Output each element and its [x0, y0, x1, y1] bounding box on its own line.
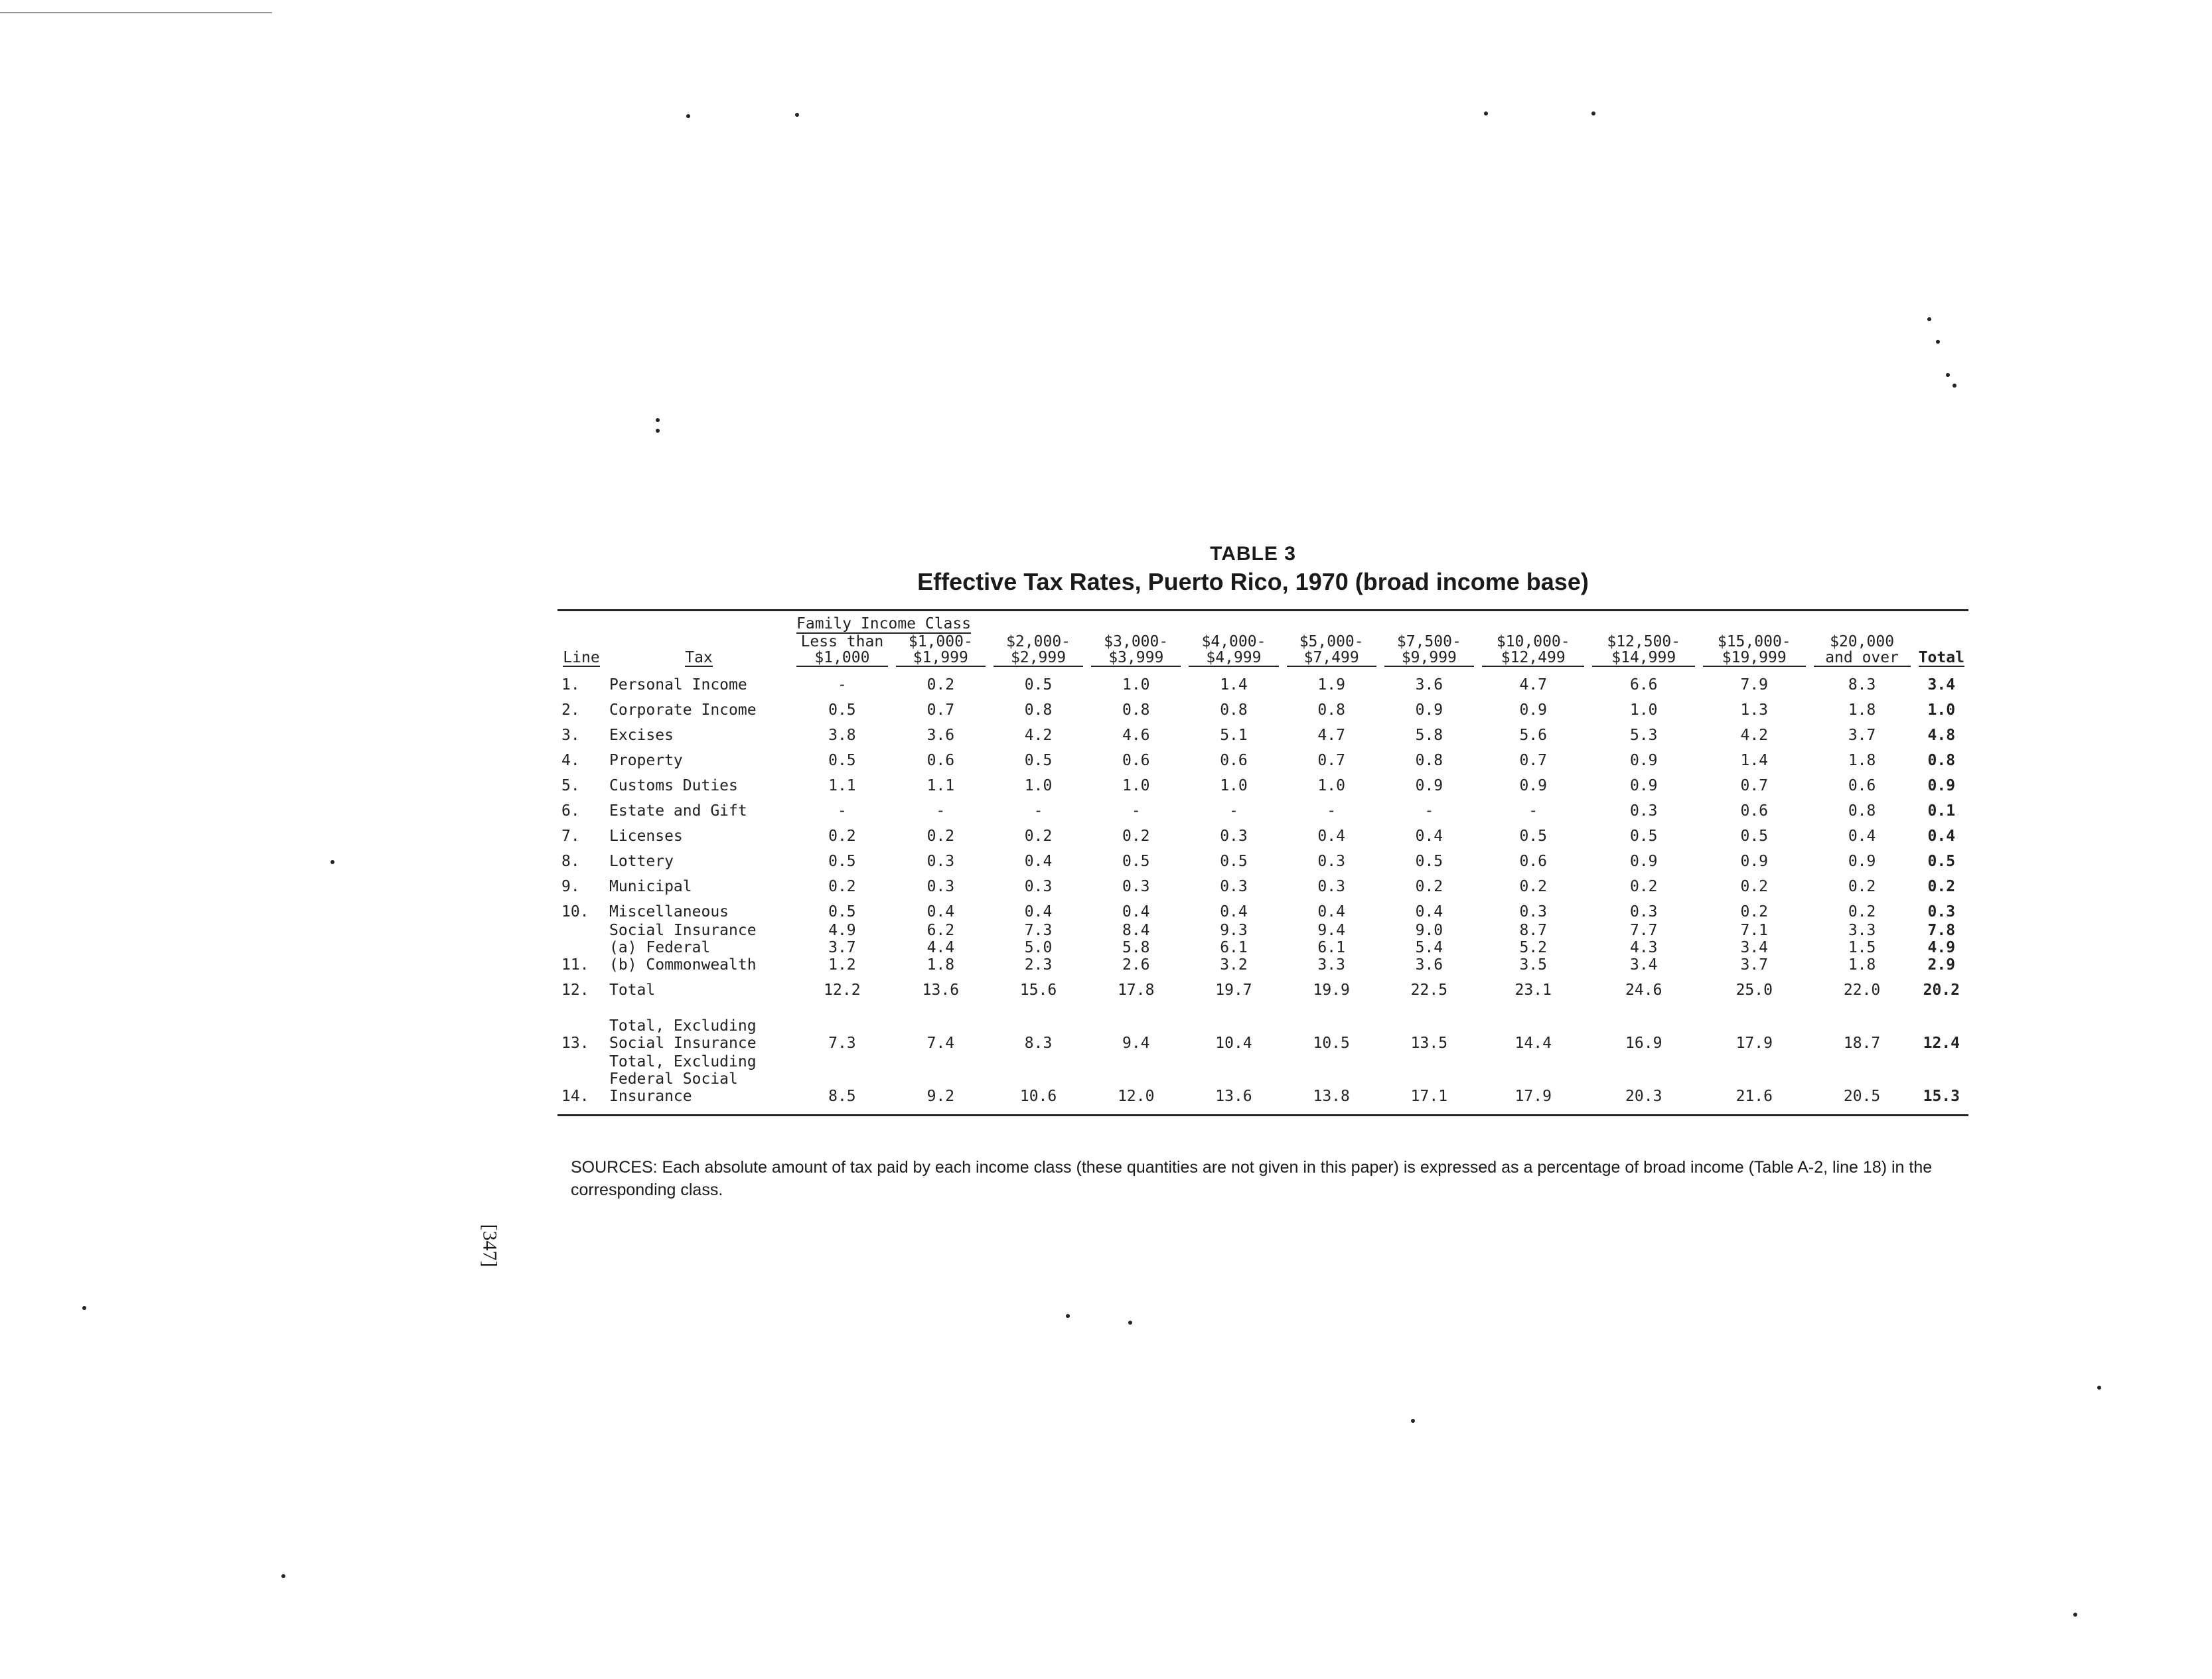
rate-value-cell: 1.0 — [1317, 777, 1345, 794]
rate-value-cell: - — [936, 802, 946, 820]
total-value-cell: 0.1 — [1927, 802, 1956, 820]
line-number-cell: 12. — [561, 982, 589, 999]
rate-value-cell: 7.3 5.0 2.3 — [1024, 922, 1053, 974]
rate-value-cell: 0.2 — [1848, 903, 1876, 920]
rate-value-cell: 0.7 — [926, 701, 955, 719]
rate-value-cell: 0.9 — [1629, 777, 1658, 794]
scan-speck — [281, 1574, 285, 1578]
table-number: TABLE 3 — [1210, 543, 1296, 565]
rate-value-cell: 0.4 — [1848, 828, 1876, 845]
sources-note: SOURCES: Each absolute amount of tax paid by each income class (these quantities are not given in this paper) is expressed as a percentage of broad income (Table A-2, line 18) in the corresponding class. — [571, 1158, 1933, 1199]
rate-value-cell: 0.3 — [1629, 903, 1658, 920]
rate-value-cell: 0.2 — [1415, 878, 1443, 895]
rate-value-cell: 25.0 — [1735, 982, 1773, 999]
rate-value-cell: 0.5 — [828, 701, 856, 719]
tax-name-cell: Social Insurance (a) Federal (b) Commonwealth — [609, 922, 757, 974]
rate-value-cell: 1.0 — [1122, 676, 1150, 694]
rate-value-cell: 0.5 — [1122, 853, 1150, 870]
table-row — [557, 974, 1968, 999]
rate-value-cell: 1.1 — [926, 777, 955, 794]
total-value-cell: 15.3 — [1915, 1052, 1968, 1116]
rate-value-cell: 14.4 — [1514, 1035, 1552, 1052]
rate-value-cell: 9.4 — [1122, 1035, 1150, 1052]
rate-value-cell: 15.6 — [1019, 982, 1057, 999]
rate-value-cell: 1.8 — [1848, 701, 1876, 719]
rate-value-cell: 0.2 — [828, 878, 856, 895]
rate-value-cell: 1.4 — [1220, 676, 1248, 694]
table-row — [557, 999, 1968, 1052]
scan-speck — [1411, 1419, 1415, 1423]
rate-value-cell: 4.7 — [1519, 676, 1547, 694]
rate-value-cell: 13.6 — [922, 982, 960, 999]
rate-value-cell: 17.9 — [1478, 1052, 1589, 1116]
rate-value-cell: 12.2 — [824, 982, 861, 999]
rate-value-cell: 0.2 — [926, 828, 955, 845]
rate-value-cell: 0.7 — [1740, 777, 1769, 794]
rate-value-cell: 0.4 — [1317, 828, 1345, 845]
rate-value-cell: 1.0 — [1220, 777, 1248, 794]
rate-value-cell: 13.6 — [1185, 1052, 1282, 1116]
rate-value-cell: 1.0 — [1024, 777, 1053, 794]
rate-value-cell: 0.8 — [1024, 701, 1053, 719]
tax-name-cell: Estate and Gift — [609, 802, 747, 820]
rate-value-cell: 1.8 — [1848, 752, 1876, 769]
rate-value-cell: 10.5 — [1313, 1035, 1350, 1052]
rate-value-cell: 0.9 — [1629, 853, 1658, 870]
rate-value-cell: 0.3 — [926, 853, 955, 870]
column-header-income-class: $1,000- $1,999 — [892, 634, 990, 668]
scan-speck — [2097, 1386, 2101, 1390]
table-row — [557, 820, 1968, 845]
rate-value-cell: 4.9 3.7 1.2 — [828, 922, 856, 974]
top-left-rule — [0, 12, 272, 13]
column-header-income-class: $15,000- $19,999 — [1699, 634, 1810, 668]
column-header-income-class: $7,500- $9,999 — [1380, 634, 1478, 668]
line-number-cell: 11. — [561, 956, 589, 974]
rate-value-cell: 8.7 5.2 3.5 — [1519, 922, 1547, 974]
rate-value-cell: 21.6 — [1699, 1052, 1810, 1116]
rate-value-cell: 17.8 — [1118, 982, 1155, 999]
table-row — [557, 769, 1968, 794]
rate-value-cell: 5.8 — [1415, 727, 1443, 744]
column-header-income-class: $3,000- $3,999 — [1087, 634, 1185, 668]
rate-value-cell: 0.2 — [1519, 878, 1547, 895]
rate-value-cell: 0.4 — [926, 903, 955, 920]
table-row — [557, 1052, 1968, 1116]
rate-value-cell: 0.9 — [1629, 752, 1658, 769]
rate-value-cell: 0.7 — [1519, 752, 1547, 769]
rate-value-cell: 0.5 — [1629, 828, 1658, 845]
total-value-cell: 20.2 — [1923, 982, 1960, 999]
table-body — [557, 668, 1968, 1116]
column-header-line: Line — [563, 649, 600, 666]
rate-value-cell: 3.8 — [828, 727, 856, 744]
rate-value-cell: 19.9 — [1313, 982, 1350, 999]
rate-value-cell: 0.5 — [1740, 828, 1769, 845]
rate-value-cell: 9.4 6.1 3.3 — [1317, 922, 1345, 974]
rate-value-cell: 0.4 — [1415, 903, 1443, 920]
rate-value-cell: 0.3 — [1519, 903, 1547, 920]
rate-value-cell: 6.2 4.4 1.8 — [926, 922, 955, 974]
rate-value-cell: 5.6 — [1519, 727, 1547, 744]
rate-value-cell: 0.6 — [1122, 752, 1150, 769]
rate-value-cell: 3.6 — [1415, 676, 1443, 694]
column-header-income-class: Less than $1,000 — [792, 634, 892, 668]
rate-value-cell: 0.5 — [1024, 676, 1053, 694]
rate-value-cell: 20.3 — [1588, 1052, 1699, 1116]
rate-value-cell: 0.4 — [1024, 853, 1053, 870]
scan-speck — [1484, 111, 1488, 115]
line-number-cell: 1. — [561, 676, 580, 694]
rate-value-cell: 4.2 — [1740, 727, 1769, 744]
scan-speck — [1953, 384, 1956, 388]
rate-value-cell: 4.2 — [1024, 727, 1053, 744]
rate-value-cell: 22.5 — [1410, 982, 1448, 999]
table-row — [557, 744, 1968, 769]
rate-value-cell: 0.4 — [1024, 903, 1053, 920]
table-row — [557, 920, 1968, 974]
rate-value-cell: 0.3 — [1317, 853, 1345, 870]
rate-value-cell: 1.0 — [1629, 701, 1658, 719]
rate-value-cell: 24.6 — [1625, 982, 1662, 999]
rate-value-cell: 0.6 — [1220, 752, 1248, 769]
rate-value-cell: 1.1 — [828, 777, 856, 794]
rate-value-cell: 0.3 — [1317, 878, 1345, 895]
rate-value-cell: 0.5 — [1415, 853, 1443, 870]
rate-value-cell: 13.8 — [1283, 1052, 1380, 1116]
scan-speck — [795, 113, 799, 117]
rate-value-cell: 0.2 — [828, 828, 856, 845]
total-value-cell: 0.2 — [1927, 878, 1956, 895]
rate-value-cell: 0.6 — [1848, 777, 1876, 794]
rate-value-cell: 10.6 — [990, 1052, 1087, 1116]
table-row — [557, 794, 1968, 820]
tax-name-cell: Personal Income — [609, 676, 747, 694]
scan-speck — [1946, 373, 1950, 377]
rate-value-cell: 4.6 — [1122, 727, 1150, 744]
line-number-cell: 3. — [561, 727, 580, 744]
rate-value-cell: 7.4 — [926, 1035, 955, 1052]
table-group-header-row — [557, 611, 1968, 634]
rate-value-cell: 3.3 1.5 1.8 — [1848, 922, 1876, 974]
rate-value-cell: 10.4 — [1215, 1035, 1252, 1052]
rate-value-cell: 0.2 — [1024, 828, 1053, 845]
rate-value-cell: 0.8 — [1848, 802, 1876, 820]
rate-value-cell: 0.8 — [1122, 701, 1150, 719]
rate-value-cell: 12.0 — [1087, 1052, 1185, 1116]
rate-value-cell: 0.6 — [1740, 802, 1769, 820]
rate-value-cell: 0.6 — [1519, 853, 1547, 870]
rate-value-cell: 0.5 — [1220, 853, 1248, 870]
scan-speck — [656, 429, 660, 433]
tax-name-cell: Total — [609, 982, 656, 999]
table-row — [557, 694, 1968, 719]
column-header-income-class: $2,000- $2,999 — [990, 634, 1087, 668]
rate-value-cell: 8.4 5.8 2.6 — [1122, 922, 1150, 974]
rate-value-cell: 5.3 — [1629, 727, 1658, 744]
rate-value-cell: 0.2 — [1740, 903, 1769, 920]
rate-value-cell: 0.9 — [1415, 701, 1443, 719]
column-header-income-class: $12,500- $14,999 — [1588, 634, 1699, 668]
scan-speck — [656, 418, 660, 422]
tax-name-cell: Excises — [609, 727, 674, 744]
column-header-total: Total — [1918, 649, 1964, 666]
table-row — [557, 845, 1968, 870]
rate-value-cell: 3.7 — [1848, 727, 1876, 744]
rate-value-cell: 0.2 — [1740, 878, 1769, 895]
rate-value-cell: 0.4 — [1317, 903, 1345, 920]
total-value-cell: 3.4 — [1927, 676, 1956, 694]
rate-value-cell: 23.1 — [1514, 982, 1552, 999]
rate-value-cell: - — [1424, 802, 1434, 820]
total-value-cell: 0.4 — [1927, 828, 1956, 845]
rate-value-cell: 9.0 5.4 3.6 — [1415, 922, 1443, 974]
rate-value-cell: 7.9 — [1740, 676, 1769, 694]
line-number-cell: 9. — [561, 878, 580, 895]
rate-value-cell: 0.2 — [1848, 878, 1876, 895]
column-header-income-class: $10,000- $12,499 — [1478, 634, 1589, 668]
rate-value-cell: 17.1 — [1380, 1052, 1478, 1116]
scan-speck — [331, 860, 334, 864]
rate-value-cell: 7.1 3.4 3.7 — [1740, 922, 1769, 974]
rate-value-cell: 0.9 — [1740, 853, 1769, 870]
rate-value-cell: 0.9 — [1848, 853, 1876, 870]
rate-value-cell: 0.3 — [1122, 878, 1150, 895]
table-heading — [551, 543, 1955, 596]
table-title: Effective Tax Rates, Puerto Rico, 1970 (broad income base) — [917, 568, 1589, 595]
rate-value-cell: 0.3 — [1024, 878, 1053, 895]
rate-value-cell: 0.5 — [828, 853, 856, 870]
rate-value-cell: 0.6 — [926, 752, 955, 769]
tax-name-cell: Total, Excluding Federal Social Insurance — [605, 1052, 792, 1116]
rate-value-cell: - — [1131, 802, 1141, 820]
total-value-cell: 0.3 — [1927, 903, 1956, 920]
rate-value-cell: 0.5 — [828, 903, 856, 920]
rate-value-cell: 8.3 — [1024, 1035, 1053, 1052]
rate-value-cell: 0.9 — [1519, 777, 1547, 794]
total-value-cell: 4.8 — [1927, 727, 1956, 744]
effective-tax-rates-table — [557, 609, 1968, 1116]
column-header-tax: Tax — [685, 649, 713, 666]
scan-speck — [2073, 1613, 2077, 1617]
tax-name-cell: Miscellaneous — [609, 903, 729, 920]
rate-value-cell: 22.0 — [1843, 982, 1881, 999]
rate-value-cell: 17.9 — [1735, 1035, 1773, 1052]
rate-value-cell: 1.0 — [1122, 777, 1150, 794]
line-number-cell: 8. — [561, 853, 580, 870]
total-value-cell: 12.4 — [1923, 1035, 1960, 1052]
tax-name-cell: Customs Duties — [609, 777, 738, 794]
rate-value-cell: 0.3 — [1220, 878, 1248, 895]
table-row — [557, 719, 1968, 744]
rate-value-cell: 18.7 — [1843, 1035, 1881, 1052]
rate-value-cell: 3.6 — [926, 727, 955, 744]
rate-value-cell: - — [1327, 802, 1337, 820]
scan-speck — [686, 114, 690, 118]
rate-value-cell: - — [1229, 802, 1238, 820]
total-value-cell: 1.0 — [1927, 701, 1956, 719]
rate-value-cell: - — [1033, 802, 1043, 820]
rate-value-cell: 0.4 — [1220, 903, 1248, 920]
column-header-income-class: $5,000- $7,499 — [1283, 634, 1380, 668]
scan-speck — [82, 1306, 86, 1310]
rate-value-cell: 0.9 — [1415, 777, 1443, 794]
tax-name-cell: Licenses — [609, 828, 683, 845]
line-number-cell: 5. — [561, 777, 580, 794]
line-number-cell: 10. — [561, 903, 589, 920]
rate-value-cell: 0.2 — [926, 676, 955, 694]
column-header-income-class: $20,000 and over — [1810, 634, 1915, 668]
rate-value-cell: 8.5 — [792, 1052, 892, 1116]
total-value-cell: 0.5 — [1927, 853, 1956, 870]
rate-value-cell: 0.3 — [1220, 828, 1248, 845]
tax-name-cell: Property — [609, 752, 683, 769]
rate-value-cell: 19.7 — [1215, 982, 1252, 999]
rate-value-cell: 0.8 — [1317, 701, 1345, 719]
line-number-cell: 4. — [561, 752, 580, 769]
family-income-class-header: Family Income Class — [792, 611, 1968, 634]
rate-value-cell: 1.9 — [1317, 676, 1345, 694]
rate-value-cell: 0.4 — [1415, 828, 1443, 845]
rate-value-cell: 0.3 — [926, 878, 955, 895]
scan-speck — [1128, 1321, 1132, 1325]
rate-value-cell: 0.9 — [1519, 701, 1547, 719]
rate-value-cell: 0.7 — [1317, 752, 1345, 769]
rate-value-cell: 0.5 — [828, 752, 856, 769]
rate-value-cell: 6.6 — [1629, 676, 1658, 694]
rate-value-cell: 0.5 — [1024, 752, 1053, 769]
tax-name-cell: Total, Excluding Social Insurance — [609, 1017, 757, 1052]
table-row — [557, 668, 1968, 694]
total-value-cell: 0.8 — [1927, 752, 1956, 769]
rate-value-cell: - — [1528, 802, 1538, 820]
rate-value-cell: 20.5 — [1810, 1052, 1915, 1116]
rate-value-cell: 4.7 — [1317, 727, 1345, 744]
tax-name-cell: Corporate Income — [609, 701, 757, 719]
table-row — [557, 895, 1968, 920]
line-number-cell: 14. — [557, 1052, 605, 1116]
rate-value-cell: 0.2 — [1122, 828, 1150, 845]
scan-speck — [1936, 340, 1940, 344]
line-number-cell: 2. — [561, 701, 580, 719]
rate-value-cell: 5.1 — [1220, 727, 1248, 744]
page-number: [347] — [479, 1224, 501, 1268]
rate-value-cell: 7.7 4.3 3.4 — [1629, 922, 1658, 974]
scan-speck — [1927, 317, 1931, 321]
table-row — [557, 870, 1968, 895]
tax-name-cell: Municipal — [609, 878, 692, 895]
total-value-cell: 0.9 — [1927, 777, 1956, 794]
rate-value-cell: - — [837, 802, 847, 820]
rate-value-cell: 9.2 — [892, 1052, 990, 1116]
rate-value-cell: 13.5 — [1410, 1035, 1448, 1052]
rate-value-cell: 16.9 — [1625, 1035, 1662, 1052]
table-column-header-row — [557, 634, 1968, 668]
rate-value-cell: 9.3 6.1 3.2 — [1220, 922, 1248, 974]
line-number-cell: 7. — [561, 828, 580, 845]
rate-value-cell: 0.3 — [1629, 802, 1658, 820]
scan-speck — [1591, 111, 1595, 115]
rate-value-cell: 1.3 — [1740, 701, 1769, 719]
scan-speck — [1066, 1314, 1070, 1318]
tax-name-cell: Lottery — [609, 853, 674, 870]
rate-value-cell: 0.4 — [1122, 903, 1150, 920]
rate-value-cell: 0.8 — [1220, 701, 1248, 719]
rate-value-cell: 7.3 — [828, 1035, 856, 1052]
line-number-cell: 6. — [561, 802, 580, 820]
rate-value-cell: 0.5 — [1519, 828, 1547, 845]
line-number-cell: 13. — [561, 1035, 589, 1052]
total-value-cell: 7.8 4.9 2.9 — [1927, 922, 1956, 974]
rate-value-cell: 0.8 — [1415, 752, 1443, 769]
rate-value-cell: - — [837, 676, 847, 694]
column-header-income-class: $4,000- $4,999 — [1185, 634, 1282, 668]
rate-value-cell: 0.2 — [1629, 878, 1658, 895]
rate-value-cell: 8.3 — [1848, 676, 1876, 694]
rate-value-cell: 1.4 — [1740, 752, 1769, 769]
